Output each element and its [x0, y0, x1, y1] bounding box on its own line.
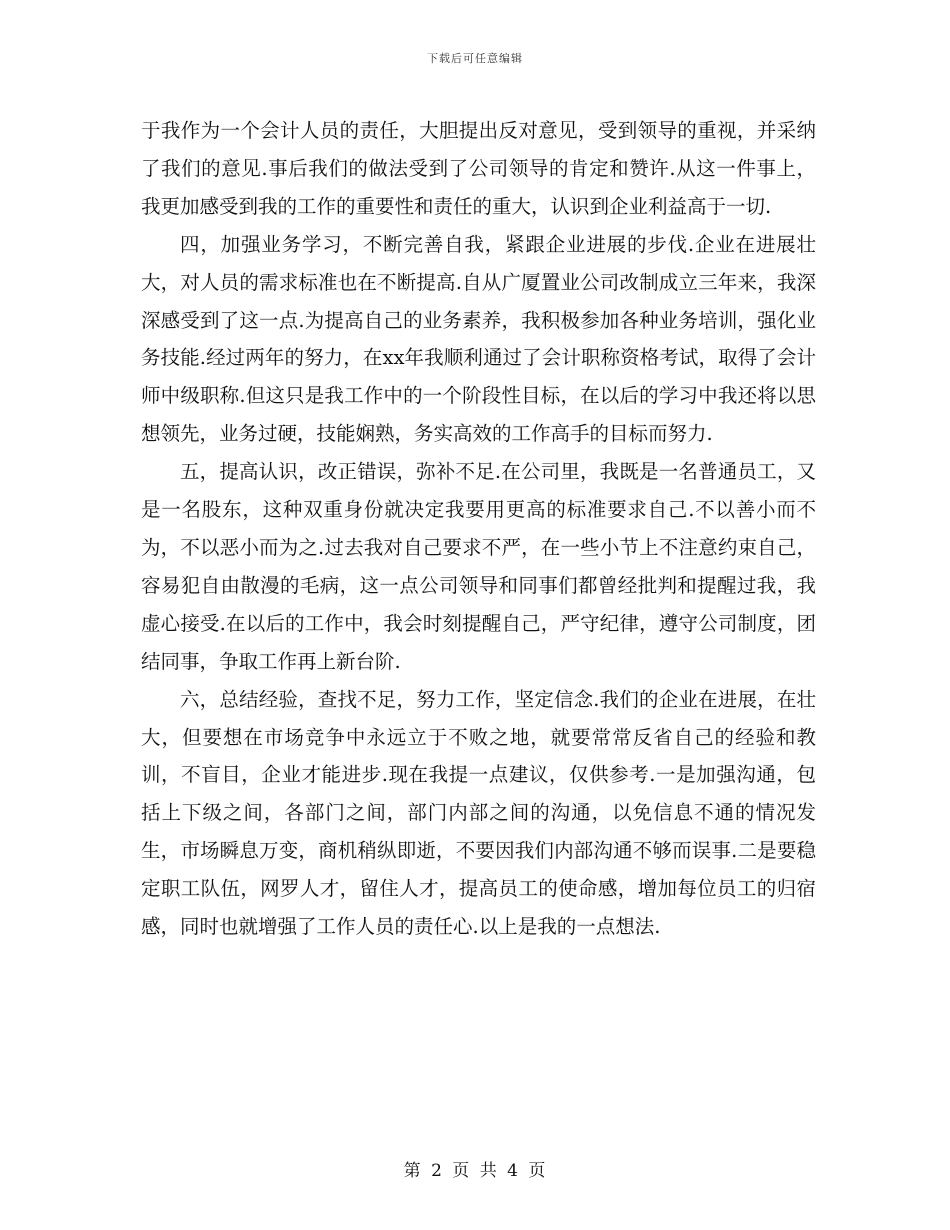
page-header: 下载后可任意编辑: [427, 52, 523, 65]
paragraph-continuation: 于我作为一个会计人员的责任，大胆提出反对意见，受到领导的重视，并采纳了我们的意见.事后我们的做法受到了公司领导的肯定和赞许.从这一件事上，我更加感受到我的工作的重要性和责任的重大，认识到企业利益高于一切.: [141, 119, 816, 218]
paragraph-section-five: 五，提高认识，改正错误，弥补不足.在公司里，我既是一名普通员工，又是一名股东，这种双重身份就决定我要用更高的标准要求自己.不以善小而不为，不以恶小而为之.过去我对自己要求不严，在一些小节上不注意约束自己，容易犯自由散漫的毛病，这一点公司领导和同事们都曾经批判和提醒过我，我虚心接受.在以后的工作中，我会时刻提醒自己，严守纪律，遵守公司制度，团结同事，争取工作再上新台阶.: [141, 460, 816, 673]
document-body: [141, 112, 816, 946]
paragraph-section-six: 六，总结经验，查找不足，努力工作，坚定信念.我们的企业在进展，在壮大，但要想在市场竞争中永远立于不败之地，就要常常反省自己的经验和教训，不盲目，企业才能进步.现在我提一点建议，仅供参考.一是加强沟通，包括上下级之间，各部门之间，部门内部之间的沟通，以免信息不通的情况发生，市场瞬息万变，商机稍纵即逝，不要因我们内部沟通不够而误事.二是要稳定职工队伍，网罗人才，留住人才，提高员工的使命感，增加每位员工的归宿感，同时也就增强了工作人员的责任心.以上是我的一点想法.: [141, 687, 816, 939]
page-number-footer: 第 2 页 共 4 页: [403, 1161, 547, 1181]
paragraph-section-four: 四，加强业务学习，不断完善自我，紧跟企业进展的步伐.企业在进展壮大，对人员的需求标准也在不断提高.自从广厦置业公司改制成立三年来，我深深感受到了这一点.为提高自己的业务素养，我积极参加各种业务培训，强化业务技能.经过两年的努力，在xx年我顺利通过了会计职称资格考试，取得了会计师中级职称.但这只是我工作中的一个阶段性目标，在以后的学习中我还将以思想领先，业务过硬，技能娴熟，务实高效的工作高手的目标而努力.: [141, 232, 816, 446]
